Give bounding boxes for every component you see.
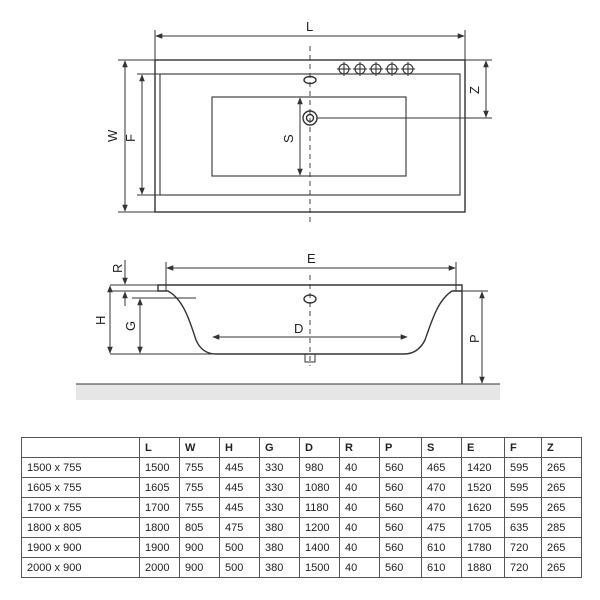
header-cell: S: [422, 438, 462, 458]
label-F: F: [123, 134, 138, 142]
table-cell: 465: [422, 458, 462, 478]
table-cell: 380: [260, 558, 300, 578]
table-cell: 560: [380, 458, 422, 478]
label-R: R: [110, 263, 125, 273]
size-cell: 1500 x 755: [22, 458, 140, 478]
table-cell: 445: [220, 458, 260, 478]
table-cell: 500: [220, 558, 260, 578]
table-cell: 560: [380, 518, 422, 538]
table-cell: 475: [422, 518, 462, 538]
table-cell: 2000: [140, 558, 180, 578]
table-cell: 475: [220, 518, 260, 538]
table-cell: 1880: [462, 558, 505, 578]
table-cell: 755: [180, 498, 220, 518]
label-H: H: [93, 315, 108, 325]
table-cell: 40: [340, 478, 380, 498]
table-header-row: [22, 438, 582, 458]
table-cell: 445: [220, 478, 260, 498]
label-E: E: [307, 251, 316, 266]
table-cell: 470: [422, 498, 462, 518]
table-cell: 1080: [300, 478, 340, 498]
table-cell: 560: [380, 538, 422, 558]
table-cell: 595: [505, 478, 542, 498]
table-cell: 900: [180, 558, 220, 578]
table-row: [22, 458, 582, 478]
table-cell: 1605: [140, 478, 180, 498]
table-cell: 1420: [462, 458, 505, 478]
table-cell: 1800: [140, 518, 180, 538]
header-cell: H: [220, 438, 260, 458]
header-cell: P: [380, 438, 422, 458]
table-cell: 265: [542, 538, 582, 558]
table-cell: 1700: [140, 498, 180, 518]
label-L: L: [306, 19, 314, 34]
table-cell: 595: [505, 498, 542, 518]
label-W: W: [105, 129, 120, 142]
table-row: [22, 518, 582, 538]
table-cell: 560: [380, 558, 422, 578]
label-P: P: [467, 334, 482, 343]
floor-shading: [76, 384, 500, 400]
tub-floor-outline: [212, 97, 406, 176]
table-cell: 610: [422, 538, 462, 558]
table-cell: 330: [260, 478, 300, 498]
table-cell: 720: [505, 558, 542, 578]
label-Z: Z: [467, 86, 482, 94]
table-cell: 1200: [300, 518, 340, 538]
header-cell: [22, 438, 140, 458]
table-cell: 1780: [462, 538, 505, 558]
table-cell: 285: [542, 518, 582, 538]
table-cell: 900: [180, 538, 220, 558]
top-dimensions: [118, 30, 492, 212]
table-cell: 1180: [300, 498, 340, 518]
table-cell: 330: [260, 458, 300, 478]
size-cell: 2000 x 900: [22, 558, 140, 578]
header-cell: D: [300, 438, 340, 458]
table-cell: 635: [505, 518, 542, 538]
table-cell: 1500: [300, 558, 340, 578]
table-cell: 40: [340, 558, 380, 578]
table-row: [22, 478, 582, 498]
table-row: [22, 538, 582, 558]
table-cell: 1500: [140, 458, 180, 478]
table-cell: 265: [542, 558, 582, 578]
side-view: [158, 275, 462, 384]
table-cell: 1620: [462, 498, 505, 518]
header-cell: R: [340, 438, 380, 458]
table-cell: 610: [422, 558, 462, 578]
table-cell: 380: [260, 538, 300, 558]
table-cell: 470: [422, 478, 462, 498]
table-cell: 560: [380, 498, 422, 518]
table-cell: 40: [340, 458, 380, 478]
label-D: D: [294, 321, 304, 336]
table-cell: 1520: [462, 478, 505, 498]
table-cell: 265: [542, 458, 582, 478]
table-cell: 330: [260, 498, 300, 518]
size-cell: 1800 x 805: [22, 518, 140, 538]
dimensions-table: [21, 437, 582, 578]
table-cell: 1400: [300, 538, 340, 558]
label-G: G: [123, 320, 138, 331]
table-cell: 805: [180, 518, 220, 538]
table-cell: 380: [260, 518, 300, 538]
table-row: [22, 498, 582, 518]
table-cell: 445: [220, 498, 260, 518]
table-cell: 265: [542, 498, 582, 518]
header-cell: F: [505, 438, 542, 458]
header-cell: W: [180, 438, 220, 458]
table-cell: 720: [505, 538, 542, 558]
table-cell: 40: [340, 518, 380, 538]
table-cell: 1705: [462, 518, 505, 538]
header-cell: G: [260, 438, 300, 458]
table-cell: 595: [505, 458, 542, 478]
table-cell: 265: [542, 478, 582, 498]
size-cell: 1700 x 755: [22, 498, 140, 518]
header-cell: E: [462, 438, 505, 458]
label-S: S: [281, 134, 296, 143]
top-view: [155, 46, 465, 222]
size-cell: 1900 x 900: [22, 538, 140, 558]
table-cell: 755: [180, 478, 220, 498]
table-cell: 40: [340, 538, 380, 558]
table-cell: 40: [340, 498, 380, 518]
header-cell: L: [140, 438, 180, 458]
header-cell: Z: [542, 438, 582, 458]
table-cell: 980: [300, 458, 340, 478]
table-cell: 1900: [140, 538, 180, 558]
table-cell: 755: [180, 458, 220, 478]
table-cell: 500: [220, 538, 260, 558]
table-cell: 560: [380, 478, 422, 498]
table-row: [22, 558, 582, 578]
size-cell: 1605 x 755: [22, 478, 140, 498]
